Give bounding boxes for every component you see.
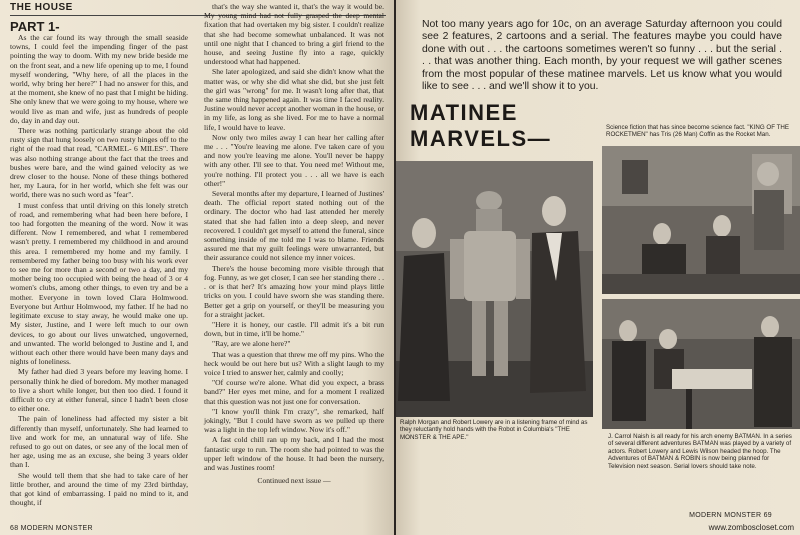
story-paragraph: "I know you'll think I'm crazy", she remarked, half jokingly, "But I could have sworn as we pulled up there was a light in the top left window. Now it's off." (204, 406, 384, 435)
headline (410, 100, 551, 152)
story-column-1 (10, 33, 188, 508)
continued-note: Continued next issue — (257, 476, 331, 486)
headline-line-2: MARVELS— (410, 126, 552, 151)
story-paragraph: "Of course we're alone. What did you expect, a brass band?" Her eyes met mine, and for a moment I realized that this question was not just one for conversation. (204, 378, 384, 406)
story-paragraph: Several months after my departure, I learned of Justines' death. The official report stated nothing out of the ordinary. The doctor who had last attended her merely stated that she had fallen into a deep sleep, and never recovered. I couldn't get myself to attend the funeral, since something inside of me told me I was to blame. Friends assured me that my guilt feelings were unwarranted, but their assurance could not silence my inner voices. (204, 189, 384, 263)
caption-top-right: Science fiction that has since become science fact. "KING OF THE ROCKETMEN" has Tris (26 Man) Coffin as the Rocket Man. (606, 124, 789, 139)
story-paragraph: As the car found its way through the small seaside towns, I could feel the impending finger of the past pointing the way to doom. With my new bride beside me on the front seat, and a new life opening up to me, I found myself wondering, "Why here, of all the places in the world, why bring her here?" I had no answer for this, and at the moment, she knew of no past that I might be hiding. She only knew that we were going to my house, where we would live as man and wife, just as hundreds of people do, day in and day out. (10, 33, 188, 125)
story-paragraph: A fast cold chill ran up my back, and I had the most fantastic urge to run. The room she had pointed to was the upper left window of the house. It had been the nursery, and was Justines room! (204, 435, 384, 472)
site-watermark: www.zomboscloset.com (708, 523, 794, 532)
story-paragraph: There's the house becoming more visible through that fog. Funny, as we get closer, I can see her standing there . . . or is that her? It's amazing how your mind plays little tricks on you. I could have sworn she was standing there. Better get a grip on yourself, or they'll be measuring you for a straight jacket. (204, 263, 384, 319)
story-column-2 (204, 2, 384, 486)
part-title: PART 1- (10, 19, 60, 34)
robot-still-photo (396, 161, 593, 417)
section-title: THE HOUSE (10, 2, 73, 13)
caption-main-photo: Ralph Morgan and Robert Lowery are in a listening frame of mind as they reluctantly hold hands with the Robot in Columbia's "THE MONSTER & THE APE." (400, 419, 588, 441)
caption-bottom-right: J. Carrol Naish is all ready for his arch enemy BATMAN. In a series of several different adventures BATMAN was played by a variety of actors. Robert Lowery and Lewis Wilson headed the hoop. The Adventures of BATMAN & ROBIN is now being planned for Television next season. Serial lovers should take note. (608, 433, 792, 470)
left-page (0, 0, 394, 535)
story-paragraph: "Here it is honey, our castle. I'll admit it's a bit run down, but in time, it'll be home." (204, 319, 384, 339)
story-paragraph: She later apologized, and said she didn't know what the matter was, or why she did what she did, but she just felt the girl was "wrong" for me. It wasn't long after that, that the same thing happened again. It was time I faced reality. Justine would never accept another woman in the house, or in my life, as long as she lived. For me to have a normal life, I would have to leave. (204, 67, 384, 132)
story-paragraph: There was nothing particularly strange about the old rusty sign that hung loosely on two rusty hinges off to the right of the road that read, "CARMEL- 6 MILES". There was also nothing strange about the fact that the trees and bushes were bare, and the wind gained velocity as we drew closer to the house. None of these things bothered her, my Laura, for in her world, which she felt was our world, there was no such word as "fear". (10, 126, 188, 200)
story-paragraph: That was a question that threw me off my pins. Who the heck would be out here but us? With a slight laugh to my voice I tried to answer her, calmly and coolly; (204, 349, 384, 377)
story-paragraph: "Ray, are we alone here?" (212, 339, 291, 349)
story-paragraph: The pain of loneliness had affected my sister a bit differently than myself, unfortunately. She had learned to live and work for me, an unnatural way of life. She refused to go out on dates, or see any of the local men of her age, using me as an excuse, she being 3 years older than I. (10, 414, 188, 470)
right-page (396, 0, 800, 535)
page-footer-left: 68 MODERN MONSTER (10, 525, 93, 532)
story-paragraph: Now only two miles away I can hear her calling after me . . . "You're leaving me alone. I've taken care of you and now you're leaving me alone. You'll never be happy with any other. I'll see to that. You need me! Without me, you're nothing. I'll protect you . . . all we have is each other!" (204, 132, 384, 188)
headline-line-1: MATINEE (410, 100, 518, 125)
story-paragraph: I must confess that until driving on this lonely stretch of road, and remembering what had been here before, I too had forgotten the meaning of the word. Now it was different. Now I remembered, and what I remembered wasn't pretty. I remembered my childhood in and around this area. I remembered my home and my family. I remembered my father being too busy with his work ever to see me for more than a second or two a day, and my mother being too occupied with being the head of 3 or 4 women's clubs, among other things, to even try and be a mother. Everyone in town loved Clara Holmwood. Everyone but Arthur Holmwood, my father. If he had no legitimate excuse to stay away, he would make one up. My sister, Justine, and I were left much to our own devices, to go about our lives unwatched, ungoverned, and unwanted. The world belonged to Justine and I, and without each other there would have been many days and nights of loneliness. (10, 200, 188, 367)
page-footer-right: MODERN MONSTER 69 (689, 512, 772, 519)
story-paragraph: She would tell them that she had to take care of her little brother, and around the time of my 23rd birthday, that got kind of embarrassing. I paid no mind to it, and thought, if (10, 470, 188, 508)
story-paragraph: that's the way she wanted it, that's the way it would be. My young mind had not fully grasped the deep mental fixation that had overtaken my big sister. I couldn't realize that she had become somewhat unbalanced. It was not until one night that I chanced to bring a girl friend to the house, and seeing Justine fly into a rage, quickly understood what had happened. (204, 2, 384, 67)
story-paragraph: My father had died 3 years before my leaving home. I personally think he died of boredom. My mother managed to live a short while longer, but then too died. I found it difficult to cry at either funeral, since I hadn't been close to either one. (10, 367, 188, 414)
batman-still-photo (602, 299, 800, 429)
intro-text: Not too many years ago for 10c, on an average Saturday afternoon you could see 2 features, 2 cartoons and a serial. The features maybe you could have done with out . . . the cartoons sometimes weren't so funny . . . but the serial . . . that was another thing. Each month, by your request we will gather scenes from the most popular of these matinee marvels. Let us know what you would like to see . . . and we'll show it to you. (422, 19, 782, 93)
rocketman-still-photo (602, 146, 800, 294)
